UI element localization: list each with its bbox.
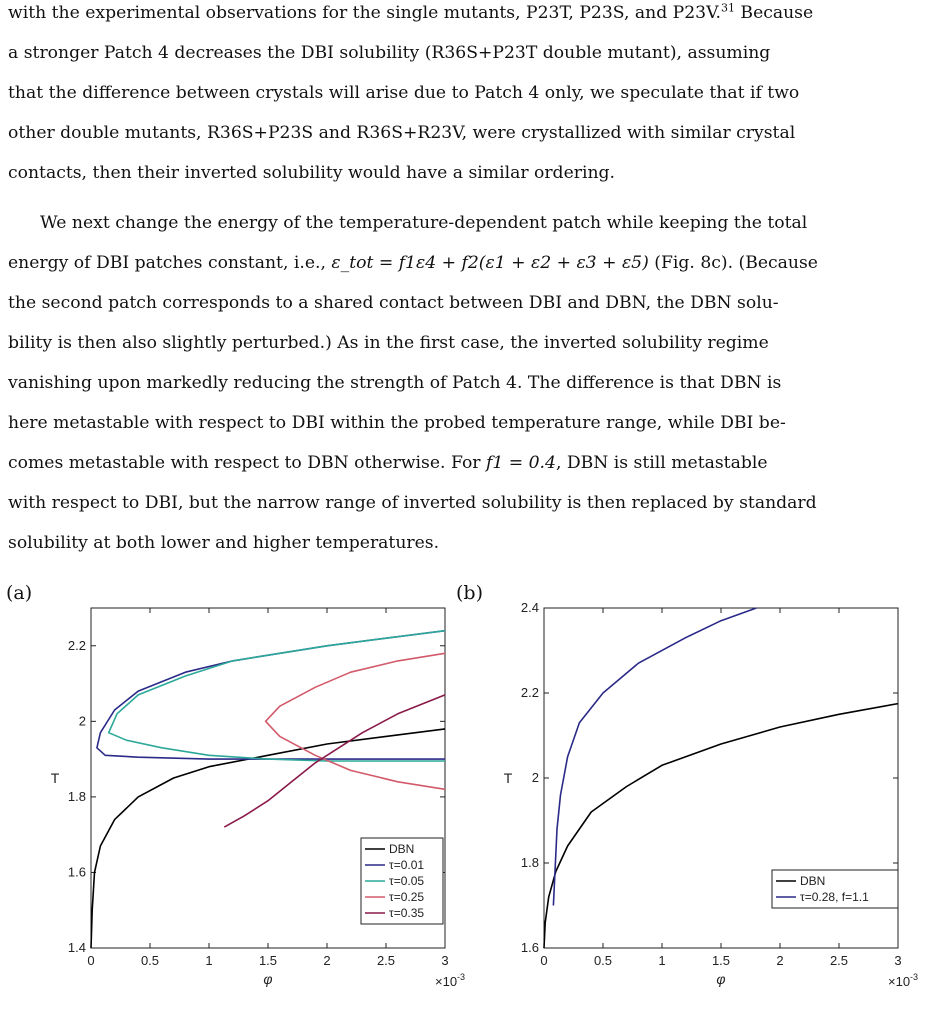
x-tick-label: 2.5 [376,953,396,968]
equation: f1 = 0.4 [485,453,556,473]
chart-panel-b [470,590,948,1028]
x-tick-label: 0 [540,953,548,968]
legend-label: τ=0.35 [389,906,425,920]
x-axis-label: φ [716,971,726,987]
x-multiplier: ×10 [435,974,458,989]
text-line: other double mutants, R36S+P23S and R36S+R23V, were crystallized with similar crystal [8,123,796,143]
y-tick-label: 2.2 [67,637,86,653]
x-multiplier: ×10 [888,974,911,989]
x-axis-label: φ [263,971,273,987]
x-tick-label: 3 [894,953,902,968]
chart-panel-a [0,590,470,1028]
y-tick-label: 1.4 [67,940,86,955]
x-tick-label: 2 [323,953,331,968]
y-tick-label: 2.4 [520,600,539,615]
x-tick-label: 2.5 [829,953,849,968]
legend-label: τ=0.28, f=1.1 [800,890,869,904]
equation: ε_tot = f1ε4 + f2(ε1 + ε2 + ε3 + ε5) [331,253,649,273]
x-multiplier-exponent: -3 [910,972,919,982]
legend-label: DBN [800,874,826,888]
text-line: contacts, then their inverted solubility would have a similar ordering. [8,163,615,183]
text-line: solubility at both lower and higher temperatures. [8,533,440,553]
x-tick-label: 1.5 [258,953,278,968]
text-line: energy of DBI patches constant, i.e., ε_tot = f1ε4 + f2(ε1 + ε2 + ε3 + ε5) (Fig. 8c). (Because [8,253,818,273]
text-line: the second patch corresponds to a shared contact between DBI and DBN, the DBN solu- [8,293,779,313]
y-tick-label: 2.2 [520,685,539,700]
text-line: vanishing upon markedly reducing the strength of Patch 4. The difference is that DBN is [8,373,782,393]
text-line: comes metastable with respect to DBN otherwise. For f1 = 0.4, DBN is still metastable [8,453,768,473]
y-tick-label: 1.8 [67,788,86,804]
x-tick-label: 2 [776,953,784,968]
y-axis-label: T [50,770,60,786]
text-line: with respect to DBI, but the narrow range of inverted solubility is then replaced by standard [8,493,817,513]
x-tick-label: 1 [205,953,213,968]
x-tick-label: 1 [658,953,666,968]
panel-b-label: (b) [456,582,483,604]
x-multiplier-exponent: -3 [457,972,466,982]
y-tick-label: 1.6 [520,940,539,955]
y-tick-label: 2 [531,770,539,785]
legend-label: τ=0.25 [389,890,425,904]
y-tick-label: 1.8 [520,855,539,870]
y-tick-label: 2 [78,713,86,729]
text-line: bility is then also slightly perturbed.) As in the first case, the inverted solubility regime [8,333,769,353]
x-tick-label: 0 [87,953,95,968]
text-line: that the difference between crystals will arise due to Patch 4 only, we speculate that if two [8,83,800,103]
y-axis-label: T [503,770,513,786]
x-tick-label: 3 [441,953,449,968]
text-line: with the experimental observations for the single mutants, P23T, P23S, and P23V.$^{31}$ Because [8,1,814,23]
text-line: a stronger Patch 4 decreases the DBI solubility (R36S+P23T double mutant), assuming [8,43,771,63]
text-line: We next change the energy of the temperature-dependent patch while keeping the total [40,213,808,233]
legend-label: τ=0.01 [389,858,425,872]
x-tick-label: 0.5 [593,953,613,968]
legend-label: τ=0.05 [389,874,425,888]
panel-a-label: (a) [6,582,33,604]
text-line: here metastable with respect to DBI within the probed temperature range, while DBI be- [8,413,786,433]
x-tick-label: 0.5 [140,953,160,968]
y-tick-label: 1.6 [67,864,86,880]
legend-label: DBN [389,842,415,856]
x-tick-label: 1.5 [711,953,731,968]
